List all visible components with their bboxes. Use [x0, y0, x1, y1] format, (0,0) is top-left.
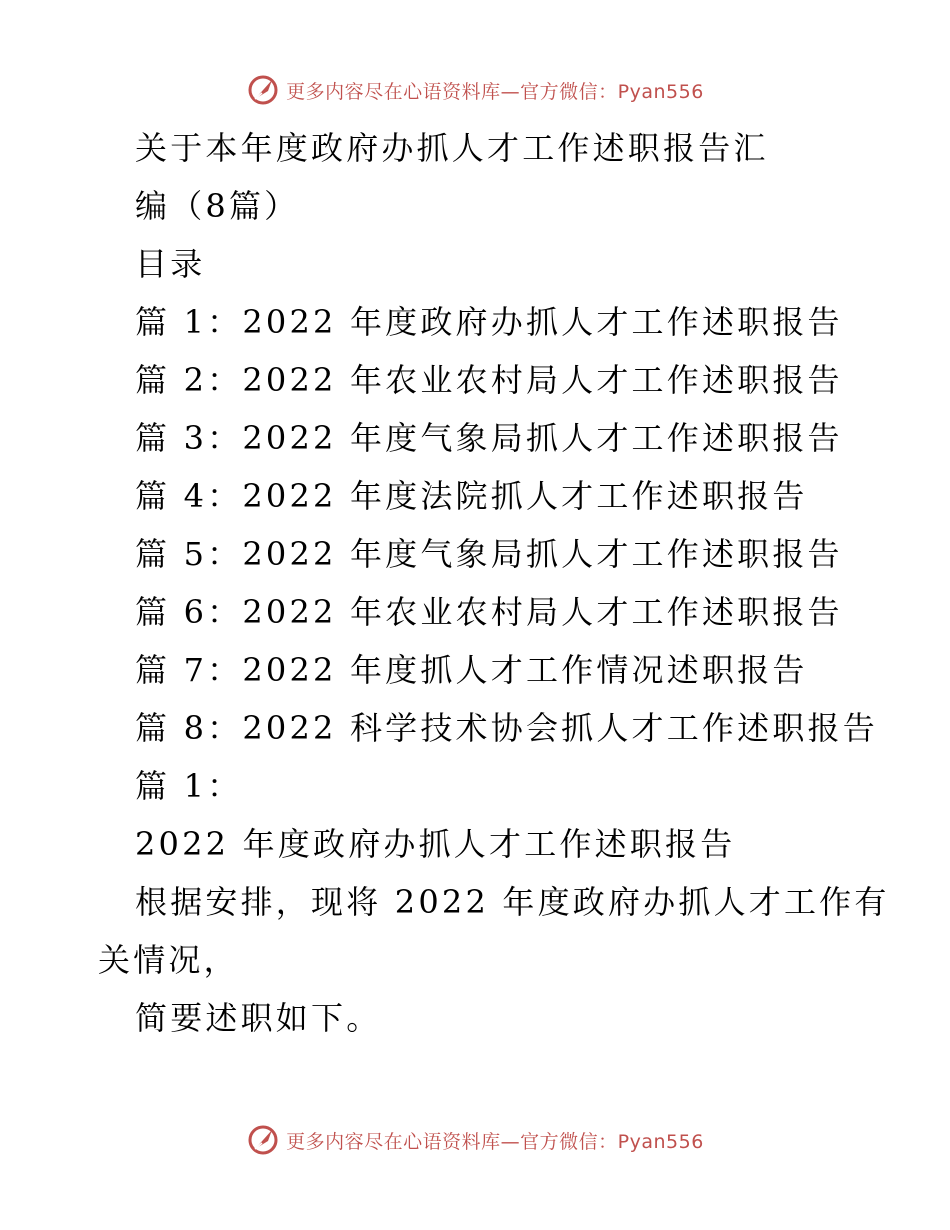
toc-item: 篇 5：2022 年度气象局抓人才工作述职报告	[135, 535, 843, 573]
watermark-contact: 官方微信：Pyan556	[520, 1130, 704, 1153]
toc-item: 篇 1：2022 年度政府办抓人才工作述职报告	[135, 303, 843, 341]
watermark-text	[286, 1127, 704, 1154]
toc-item: 篇 6：2022 年农业农村局人才工作述职报告	[135, 593, 843, 631]
toc-item: 篇 4：2022 年度法院抓人才工作述职报告	[135, 477, 808, 515]
body-paragraph-line-3: 简要述职如下。	[135, 999, 382, 1037]
quill-pen-logo-icon	[246, 73, 280, 107]
watermark-banner-top	[0, 70, 950, 110]
watermark-group	[246, 1123, 704, 1157]
toc-item: 篇 3：2022 年度气象局抓人才工作述职报告	[135, 419, 843, 457]
section-title: 2022 年度政府办抓人才工作述职报告	[135, 825, 736, 863]
watermark-text	[286, 77, 704, 104]
document-title-line-1: 关于本年度政府办抓人才工作述职报告汇	[135, 129, 769, 167]
toc-item: 篇 8：2022 科学技术协会抓人才工作述职报告	[135, 709, 878, 747]
toc-item: 篇 2：2022 年农业农村局人才工作述职报告	[135, 361, 843, 399]
body-paragraph-line-1: 根据安排，现将 2022 年度政府办抓人才工作有	[135, 883, 890, 921]
document-title-line-2: 编（8篇）	[135, 187, 300, 225]
watermark-site-name: 更多内容尽在心语资料库	[286, 1130, 501, 1153]
toc-item: 篇 7：2022 年度抓人才工作情况述职报告	[135, 651, 808, 689]
watermark-separator: —	[500, 1130, 521, 1153]
section-label: 篇 1：	[135, 767, 243, 805]
quill-pen-logo-icon	[246, 1123, 280, 1157]
toc-heading: 目录	[135, 245, 206, 283]
body-paragraph-line-2: 关情况，	[98, 941, 239, 979]
watermark-banner-bottom	[0, 1120, 950, 1160]
watermark-group	[246, 73, 704, 107]
watermark-separator: —	[500, 80, 521, 103]
watermark-site-name: 更多内容尽在心语资料库	[286, 80, 501, 103]
watermark-contact: 官方微信：Pyan556	[520, 80, 704, 103]
